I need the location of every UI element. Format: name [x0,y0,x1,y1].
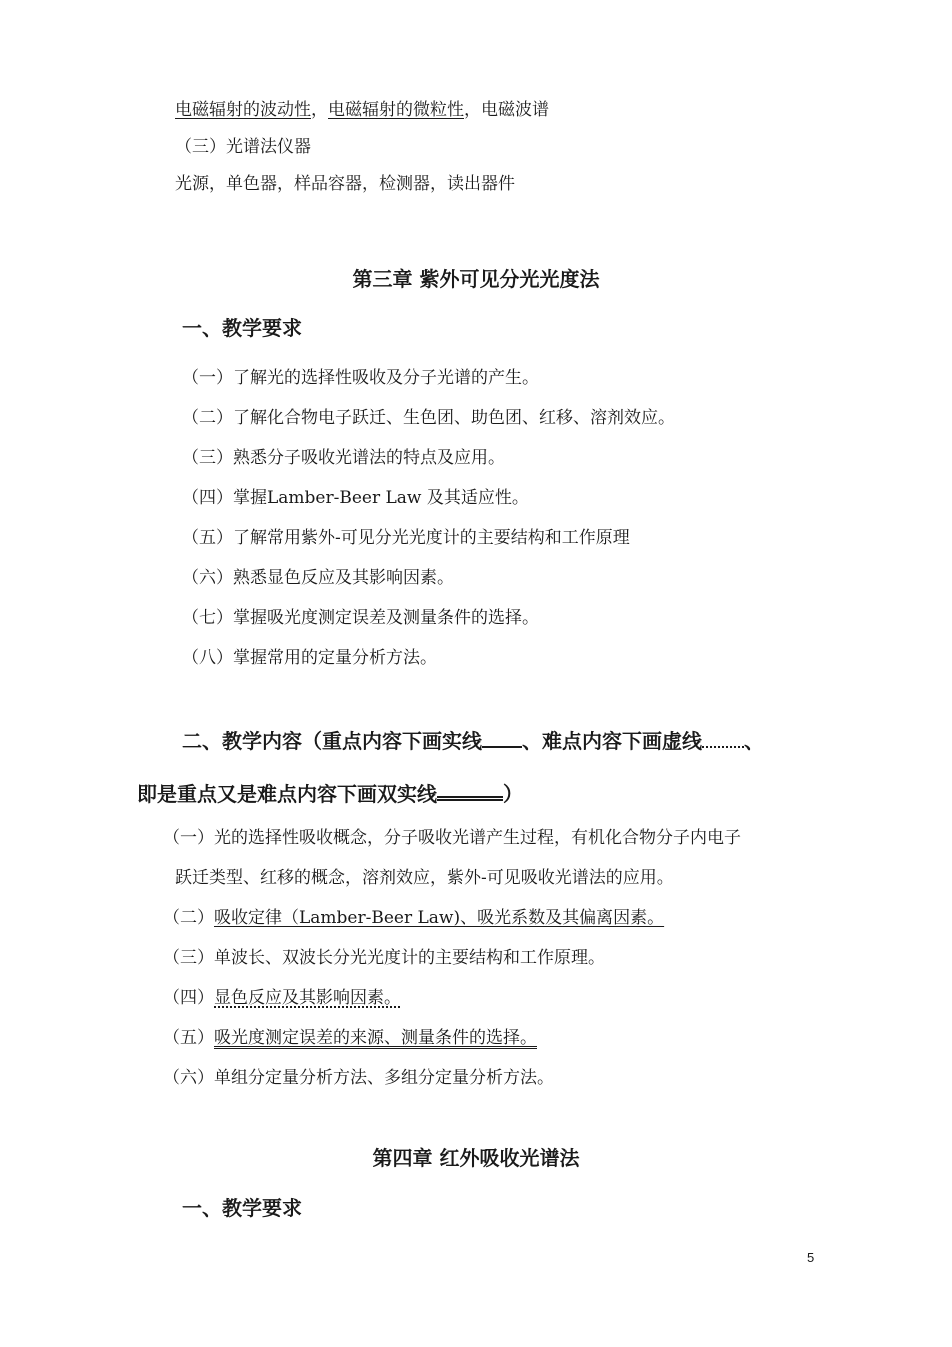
top-line-2: （三）光谱法仪器 [175,137,311,157]
requirement-item: （一）了解光的选择性吸收及分子光谱的产生。 [182,368,539,388]
difficult-point-dotted-underline: 显色反应及其影响因素。 [214,988,401,1008]
ch3-content-heading-line-2: 即是重点又是难点内容下画双实线 ） [137,774,523,808]
requirement-item: （八）掌握常用的定量分析方法。 [182,648,437,668]
requirement-item: （二）了解化合物电子跃迁、生色团、助色团、红移、溶剂效应。 [182,408,675,428]
chapter-4-title: 第四章 红外吸收光谱法 [372,1146,580,1170]
content-item-1-line-1: （一）光的选择性吸收概念，分子吸收光谱产生过程，有机化合物分子内电子 [163,828,741,848]
content-item-3: （三）单波长、双波长分光光度计的主要结构和工作原理。 [163,948,605,968]
requirement-item: （五）了解常用紫外-可见分光光度计的主要结构和工作原理 [182,528,630,548]
key-point-underline: 吸收定律（Lamber-Beer Law)、吸光系数及其偏离因素。 [214,908,665,928]
content-item-5: （五）吸光度测定误差的来源、测量条件的选择。 [163,1028,537,1048]
underlined-phrase-wave: 电磁辐射的波动性 [175,100,311,120]
content-item-2: （二）吸收定律（Lamber-Beer Law)、吸光系数及其偏离因素。 [163,908,665,928]
content-item-4: （四）显色反应及其影响因素。 [163,988,401,1008]
requirement-item: （六）熟悉显色反应及其影响因素。 [182,568,454,588]
ch3-requirements-heading: 一、教学要求 [182,316,302,340]
requirement-item: （四）掌握Lamber-Beer Law 及其适应性。 [182,488,529,508]
requirement-item: （七）掌握吸光度测定误差及测量条件的选择。 [182,608,539,628]
requirement-item: （三）熟悉分子吸收光谱法的特点及应用。 [182,448,505,468]
chapter-3-title: 第三章 紫外可见分光光度法 [352,267,600,291]
ch4-requirements-heading: 一、教学要求 [182,1196,302,1220]
solid-line-sample [482,724,522,748]
key-and-difficult-double-underline: 吸光度测定误差的来源、测量条件的选择。 [214,1028,537,1048]
content-item-6: （六）单组分定量分析方法、多组分定量分析方法。 [163,1068,554,1088]
page-number: 5 [807,1250,815,1265]
underlined-phrase-particle: 电磁辐射的微粒性 [328,100,464,120]
ch3-content-heading-line-1: 二、教学内容（重点内容下画实线 、难点内容下画虚线 、 [182,724,764,755]
content-item-1-line-2: 跃迁类型、红移的概念，溶剂效应，紫外-可见吸收光谱法的应用。 [175,868,674,888]
top-line-1: 电磁辐射的波动性，电磁辐射的微粒性，电磁波谱 [175,100,549,120]
dotted-line-sample [702,724,744,748]
double-line-sample [437,774,503,801]
top-line-3: 光源，单色器，样品容器，检测器，读出器件 [175,174,515,194]
